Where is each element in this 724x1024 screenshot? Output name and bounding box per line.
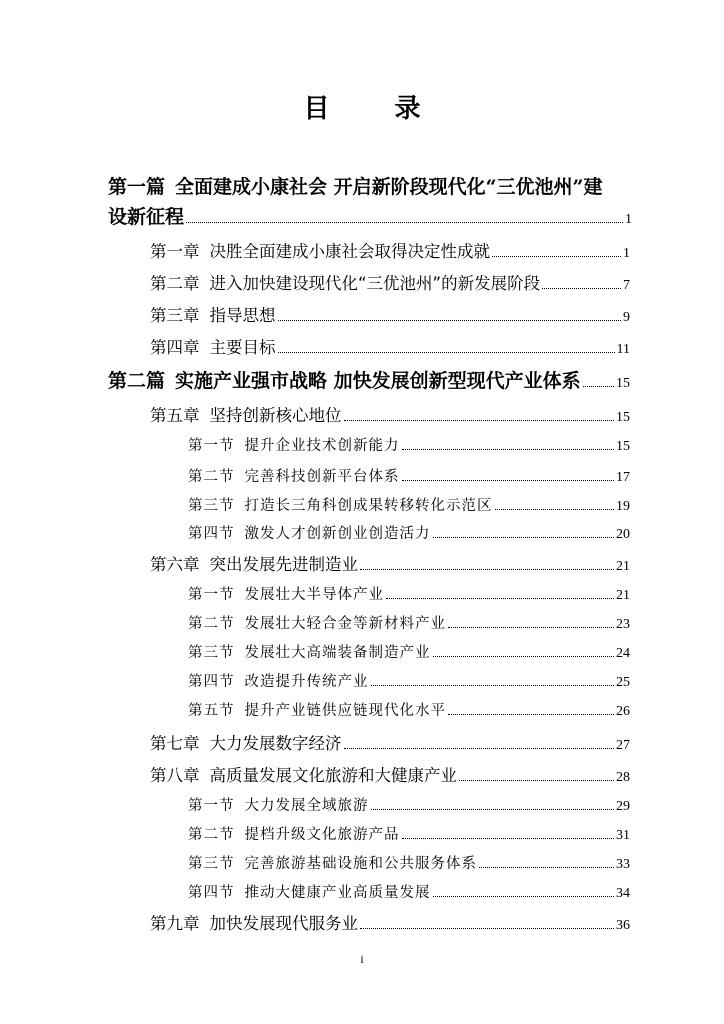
page-number: 23	[616, 617, 630, 632]
chapter-title: 大力发展数字经济	[209, 734, 342, 753]
section-title: 推动大健康产业高质量发展	[244, 885, 431, 901]
leader-dots	[459, 780, 614, 781]
toc-section[interactable]	[188, 699, 630, 720]
chapter-title: 突出发展先进制造业	[209, 555, 358, 574]
page-number: 20	[616, 527, 630, 542]
leader-dots	[371, 685, 615, 686]
chapter-title: 主要目标	[209, 338, 276, 357]
section-title: 提档升级文化旅游产品	[244, 827, 400, 843]
toc-section[interactable]	[188, 494, 630, 515]
page-number: 29	[616, 799, 630, 814]
page-number: 15	[616, 410, 630, 425]
section-title: 提升产业链供应链现代化水平	[244, 703, 446, 719]
toc-section[interactable]	[188, 823, 630, 844]
chapter-label: 第五章	[150, 406, 200, 425]
toc-section[interactable]	[188, 670, 630, 691]
toc-chapter-1[interactable]	[150, 238, 630, 262]
page-number: 21	[616, 588, 630, 603]
page-number: 36	[616, 918, 630, 933]
page-number: 33	[616, 857, 630, 872]
leader-dots	[402, 838, 615, 839]
page-number: 28	[616, 770, 630, 785]
leader-dots	[402, 480, 615, 481]
page-number: 9	[623, 310, 630, 325]
toc-chapter-4[interactable]	[150, 334, 630, 358]
chapter-label: 第一章	[150, 242, 200, 261]
leader-dots	[448, 714, 614, 715]
page-number: 34	[616, 886, 630, 901]
section-title: 完善科技创新平台体系	[244, 469, 400, 485]
toc-section[interactable]	[188, 612, 630, 633]
chapter-label: 第九章	[150, 914, 200, 933]
chapter-title: 高质量发展文化旅游和大健康产业	[209, 766, 457, 785]
section-title: 发展壮大半导体产业	[244, 587, 384, 603]
toc-chapter-5[interactable]	[150, 402, 630, 426]
page-number: 27	[616, 738, 630, 753]
page-number: 17	[616, 470, 630, 485]
page-number: 11	[616, 342, 630, 357]
chapter-title: 指导思想	[209, 306, 276, 325]
toc-section[interactable]	[188, 794, 630, 815]
section-label: 第五节	[188, 703, 235, 719]
section-title: 发展壮大轻合金等新材料产业	[244, 616, 446, 632]
leader-dots	[433, 537, 615, 538]
chapter-label: 第六章	[150, 555, 200, 574]
leader-dots	[448, 627, 614, 628]
section-title: 打造长三角科创成果转移转化示范区	[244, 498, 493, 514]
chapter-label: 第八章	[150, 766, 200, 785]
page-number: 19	[616, 499, 630, 514]
toc-part-2[interactable]	[108, 366, 630, 393]
leader-dots	[186, 222, 623, 223]
leader-dots	[479, 867, 614, 868]
chapter-label: 第二章	[150, 274, 200, 293]
page-number: 1	[623, 246, 630, 261]
chapter-label: 第三章	[150, 306, 200, 325]
page-number: 25	[616, 675, 630, 690]
toc-part-1-continued[interactable]	[108, 202, 632, 229]
part-title: 实施产业强市战略 加快发展创新型现代产业体系	[175, 370, 581, 392]
leader-dots	[278, 320, 622, 321]
toc-section[interactable]	[188, 434, 630, 455]
page-number: 21	[616, 559, 630, 574]
leader-dots	[433, 896, 615, 897]
page-title: 目 录	[303, 94, 449, 124]
section-title: 大力发展全域旅游	[244, 798, 369, 814]
leader-dots	[402, 449, 615, 450]
leader-dots	[278, 352, 615, 353]
toc-chapter-7[interactable]	[150, 730, 630, 754]
page-number: 1	[625, 212, 632, 227]
chapter-title: 坚持创新核心地位	[209, 406, 342, 425]
toc-chapter-2[interactable]	[150, 270, 630, 294]
leader-dots	[492, 256, 621, 257]
section-label: 第三节	[188, 645, 235, 661]
section-title: 改造提升传统产业	[244, 674, 369, 690]
toc-section[interactable]	[188, 641, 630, 662]
section-label: 第三节	[188, 498, 235, 514]
part-label: 第一篇	[108, 176, 166, 198]
toc-chapter-3[interactable]	[150, 302, 630, 326]
leader-dots	[583, 386, 614, 387]
section-label: 第二节	[188, 469, 235, 485]
page-number: 15	[616, 376, 630, 391]
section-title: 提升企业技术创新能力	[244, 438, 400, 454]
toc-chapter-8[interactable]	[150, 762, 630, 786]
leader-dots	[371, 809, 615, 810]
section-label: 第四节	[188, 885, 235, 901]
part-label: 第二篇	[108, 370, 166, 392]
toc-chapter-6[interactable]	[150, 551, 630, 575]
toc-section[interactable]	[188, 522, 630, 543]
toc-section[interactable]	[188, 881, 630, 902]
toc-section[interactable]	[188, 852, 630, 873]
leader-dots	[344, 420, 615, 421]
page-number: 31	[616, 828, 630, 843]
chapter-title: 进入加快建设现代化“三优池州”的新发展阶段	[209, 274, 541, 293]
chapter-label: 第七章	[150, 734, 200, 753]
page-number: 7	[623, 278, 630, 293]
leader-dots	[360, 569, 614, 570]
leader-dots	[386, 598, 614, 599]
leader-dots	[360, 928, 614, 929]
section-label: 第一节	[188, 798, 235, 814]
section-title: 发展壮大高端装备制造产业	[244, 645, 431, 661]
chapter-label: 第四章	[150, 338, 200, 357]
part-title-line1: 全面建成小康社会 开启新阶段现代化“三优池州”建	[175, 176, 603, 198]
leader-dots	[344, 748, 615, 749]
section-label: 第一节	[188, 438, 235, 454]
toc-chapter-9[interactable]	[150, 910, 630, 934]
toc-part-1[interactable]	[108, 172, 632, 199]
section-title: 完善旅游基础设施和公共服务体系	[244, 856, 477, 872]
section-label: 第二节	[188, 616, 235, 632]
section-label: 第四节	[188, 526, 235, 542]
toc-section[interactable]	[188, 583, 630, 604]
section-label: 第四节	[188, 674, 235, 690]
leader-dots	[433, 656, 615, 657]
leader-dots	[495, 509, 615, 510]
section-label: 第三节	[188, 856, 235, 872]
chapter-title: 决胜全面建成小康社会取得决定性成就	[209, 242, 490, 261]
toc-section[interactable]	[188, 465, 630, 486]
chapter-title: 加快发展现代服务业	[209, 914, 358, 933]
section-title: 激发人才创新创业创造活力	[244, 526, 431, 542]
page-number: 15	[616, 439, 630, 454]
page-number: 24	[616, 646, 630, 661]
leader-dots	[542, 288, 621, 289]
section-label: 第一节	[188, 587, 235, 603]
page-footer-number: i	[360, 952, 364, 966]
page-number: 26	[616, 704, 630, 719]
part-title-line2: 设新征程	[108, 206, 185, 228]
section-label: 第二节	[188, 827, 235, 843]
